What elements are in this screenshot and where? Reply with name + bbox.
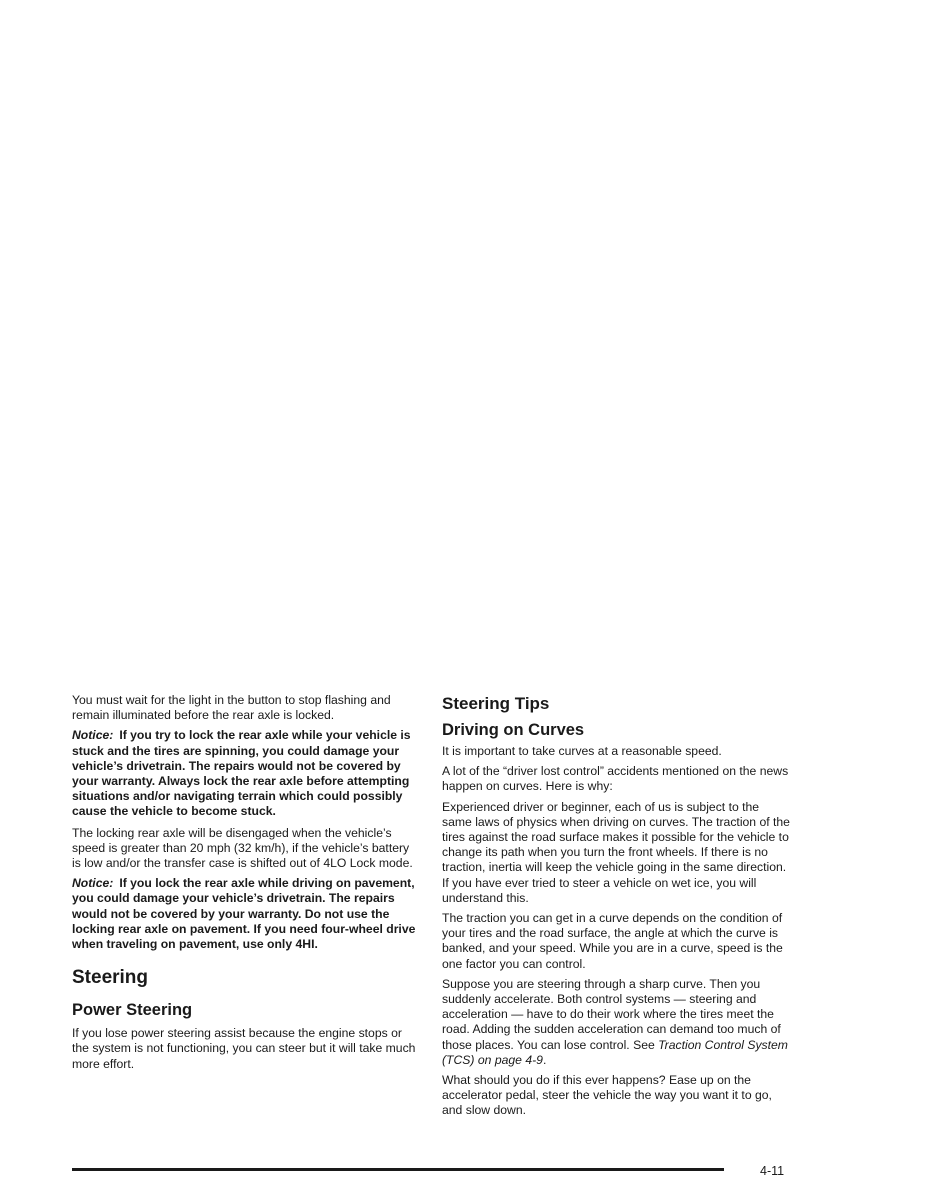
driving-on-curves-heading: Driving on Curves: [442, 721, 585, 739]
steering-tips-heading: Steering Tips: [442, 694, 550, 713]
right-column: [442, 693, 790, 1124]
axle-lock-paragraph: You must wait for the light in the button to stop flashing and remain illuminated before the rear axle is locked.: [72, 693, 391, 723]
notice-label: Notice:: [72, 876, 114, 891]
power-steering-paragraph: If you lose power steering assist because the engine stops or the system is not functioning, you can steer but it will take much more effort.: [72, 1026, 416, 1071]
curves-physics-paragraph: Experienced driver or beginner, each of us is subject to the same laws of physics when driving on curves. The traction of the tires against the road surface makes it possible for the vehicle to change its path when you turn the front wheels. If there is no traction, inertia will keep the vehicle going in the same direction. If you have ever tried to steer a vehicle on wet ice, you will understand this.: [442, 799, 790, 905]
curves-traction-paragraph: The traction you can get in a curve depends on the condition of your tires and the road surface, the angle at which the curve is banked, and your speed. While you are in a curve, speed is the one factor you can control.: [442, 911, 783, 971]
notice-label: Notice:: [72, 728, 114, 743]
power-steering-heading: Power Steering: [72, 1001, 193, 1020]
footer-rule: [72, 1168, 724, 1171]
curves-recovery-paragraph: What should you do if this ever happens? Ease up on the accelerator pedal, steer the vehicle the way you want it to go, and slow down.: [442, 1073, 772, 1118]
notice-pavement: [72, 876, 418, 952]
axle-disengage-paragraph: The locking rear axle will be disengaged when the vehicle’s speed is greater than 20 mph (32 km/h), if the vehicle’s battery is low and/or the transfer case is shifted out of 4LO Lock mode.: [72, 825, 413, 871]
acceleration-text: Suppose you are steering through a sharp curve. Then you suddenly accelerate. Both control systems — steering and acceleration — have to do their work where the tires meet the road. Adding the sudden acceleration can demand too much of those places. You can lose control. See: [442, 976, 781, 1052]
notice-text: If you try to lock the rear axle while your vehicle is stuck and the tires are spinning, you could damage your vehicle’s drivetrain. The repairs would not be covered by your warranty. Always lock the rear axle before attempting situations and/or navigating terrain which could possibly cause the vehicle to become stuck.: [72, 728, 411, 819]
steering-heading: Steering: [72, 967, 149, 989]
notice-text: If you lock the rear axle while driving on pavement, you could damage your vehicle’s drivetrain. The repairs would not be covered by your warranty. Do not use the locking rear axle on pavement. If you need four-wheel drive when traveling on pavement, use only 4HI.: [72, 876, 416, 952]
curves-accidents-paragraph: A lot of the “driver lost control” accidents mentioned on the news happen on curves. Here is why:: [442, 764, 789, 794]
acceleration-end: .: [542, 1052, 547, 1067]
curves-speed-paragraph: It is important to take curves at a reasonable speed.: [442, 744, 722, 758]
notice-stuck-vehicle: [72, 728, 418, 819]
curves-acceleration-paragraph: [442, 977, 790, 1068]
tcs-reference-link[interactable]: Traction Control System (TCS) on page 4-9: [442, 1037, 788, 1067]
page-number: 4-11: [760, 1164, 785, 1178]
left-column: [72, 693, 418, 1077]
